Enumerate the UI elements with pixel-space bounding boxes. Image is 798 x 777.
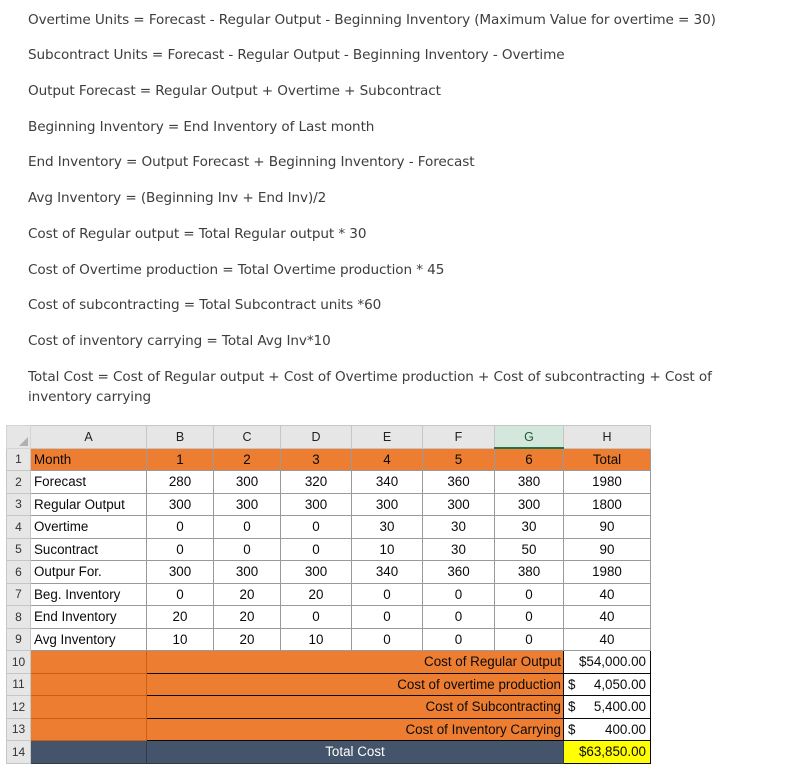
currency-symbol: $ xyxy=(568,676,576,692)
table-row xyxy=(7,606,651,629)
value-cell[interactable]: 380 xyxy=(495,471,564,494)
value-cell[interactable]: 320 xyxy=(281,471,352,494)
value-cell[interactable]: 300 xyxy=(281,561,352,584)
value-cell[interactable]: 3 xyxy=(281,448,352,471)
value-cell[interactable]: 20 xyxy=(214,628,281,651)
row-label-cell[interactable]: Outpur For. xyxy=(31,561,147,584)
table-row xyxy=(7,516,651,539)
value-cell[interactable]: 0 xyxy=(423,606,495,629)
value-cell[interactable]: 340 xyxy=(352,561,423,584)
row-label-cell[interactable]: Forecast xyxy=(31,471,147,494)
value-cell[interactable]: 6 xyxy=(495,448,564,471)
total-cell[interactable]: 1800 xyxy=(564,493,651,516)
cell[interactable] xyxy=(31,651,147,674)
value-cell[interactable]: 0 xyxy=(147,516,214,539)
value-cell[interactable]: 300 xyxy=(214,493,281,516)
row-number[interactable]: 9 xyxy=(7,628,31,651)
cell[interactable] xyxy=(31,673,147,696)
row-number[interactable]: 2 xyxy=(7,471,31,494)
row-label-cell[interactable]: Overtime xyxy=(31,516,147,539)
value-cell[interactable]: 20 xyxy=(214,583,281,606)
row-number[interactable]: 11 xyxy=(7,673,31,696)
table-row xyxy=(7,628,651,651)
row-label-cell[interactable]: Sucontract xyxy=(31,538,147,561)
cost-value-cell[interactable] xyxy=(564,673,651,696)
total-cost-value[interactable]: $63,850.00 xyxy=(564,741,651,764)
row-number[interactable]: 13 xyxy=(7,718,31,741)
cell[interactable] xyxy=(31,696,147,719)
row-number[interactable]: 8 xyxy=(7,606,31,629)
cost-amount: $54,000.00 xyxy=(578,654,646,670)
row-number[interactable]: 7 xyxy=(7,583,31,606)
value-cell[interactable]: 0 xyxy=(147,538,214,561)
value-cell[interactable]: 0 xyxy=(352,628,423,651)
value-cell[interactable]: 300 xyxy=(495,493,564,516)
value-cell[interactable]: 0 xyxy=(352,583,423,606)
formula-line: Cost of inventory carrying = Total Avg Inv*10 xyxy=(28,333,331,349)
value-cell[interactable]: 300 xyxy=(214,471,281,494)
table-row xyxy=(7,471,651,494)
formula-line: Subcontract Units = Forecast - Regular Output - Beginning Inventory - Overtime xyxy=(28,47,565,63)
row-number[interactable]: 5 xyxy=(7,538,31,561)
value-cell[interactable]: 0 xyxy=(423,583,495,606)
total-cell[interactable]: 40 xyxy=(564,606,651,629)
total-cost-label[interactable]: Total Cost xyxy=(147,741,564,764)
table-row xyxy=(7,448,651,471)
value-cell[interactable]: 10 xyxy=(147,628,214,651)
column-header-selected[interactable]: G xyxy=(495,426,564,449)
value-cell[interactable]: 300 xyxy=(214,561,281,584)
total-cost-row xyxy=(7,741,651,764)
cell[interactable] xyxy=(31,718,147,741)
column-header[interactable]: A xyxy=(31,426,147,449)
row-label-cell[interactable]: Regular Output xyxy=(31,493,147,516)
formula-line: Avg Inventory = (Beginning Inv + End Inv)/2 xyxy=(28,190,327,206)
cost-row xyxy=(7,696,651,719)
column-header[interactable]: B xyxy=(147,426,214,449)
cost-label[interactable]: Cost of Subcontracting xyxy=(147,696,564,719)
value-cell[interactable]: 0 xyxy=(281,516,352,539)
value-cell[interactable]: 10 xyxy=(281,628,352,651)
formula-line: Cost of subcontracting = Total Subcontract units *60 xyxy=(28,297,382,313)
value-cell[interactable]: 360 xyxy=(423,561,495,584)
table-row xyxy=(7,561,651,584)
value-cell[interactable]: 20 xyxy=(147,606,214,629)
cost-row xyxy=(7,673,651,696)
spreadsheet xyxy=(6,425,651,764)
cost-value-cell[interactable] xyxy=(564,718,651,741)
row-number[interactable]: 12 xyxy=(7,696,31,719)
total-cell[interactable]: 1980 xyxy=(564,471,651,494)
cost-row xyxy=(7,718,651,741)
value-cell[interactable]: 30 xyxy=(495,516,564,539)
column-header[interactable]: D xyxy=(281,426,352,449)
row-number[interactable]: 10 xyxy=(7,651,31,674)
total-cell[interactable]: 40 xyxy=(564,583,651,606)
formula-line: Beginning Inventory = End Inventory of Last month xyxy=(28,119,375,135)
value-cell[interactable]: 2 xyxy=(214,448,281,471)
value-cell[interactable]: 20 xyxy=(214,606,281,629)
cost-value-cell[interactable] xyxy=(564,696,651,719)
value-cell[interactable]: 0 xyxy=(423,628,495,651)
cost-label[interactable]: Cost of Inventory Carrying xyxy=(147,718,564,741)
cost-amount: 4,050.00 xyxy=(593,676,646,692)
cost-value-cell[interactable] xyxy=(564,651,651,674)
cost-label[interactable]: Cost of Regular Output xyxy=(147,651,564,674)
column-header[interactable]: C xyxy=(214,426,281,449)
row-label-cell[interactable]: End Inventory xyxy=(31,606,147,629)
value-cell[interactable]: 0 xyxy=(214,516,281,539)
value-cell[interactable]: 50 xyxy=(495,538,564,561)
table-row xyxy=(7,583,651,606)
value-cell[interactable]: 10 xyxy=(352,538,423,561)
value-cell[interactable]: 30 xyxy=(423,516,495,539)
total-cell[interactable]: 1980 xyxy=(564,561,651,584)
row-label-cell[interactable]: Avg Inventory xyxy=(31,628,147,651)
row-number[interactable]: 6 xyxy=(7,561,31,584)
total-cell[interactable]: 40 xyxy=(564,628,651,651)
formula-line: Cost of Regular output = Total Regular output * 30 xyxy=(28,226,367,242)
value-cell[interactable]: 1 xyxy=(147,448,214,471)
value-cell[interactable]: 380 xyxy=(495,561,564,584)
value-cell[interactable]: 360 xyxy=(423,471,495,494)
value-cell[interactable]: 0 xyxy=(281,606,352,629)
value-cell[interactable]: 20 xyxy=(281,583,352,606)
cost-amount: 5,400.00 xyxy=(593,699,646,715)
row-label-cell[interactable]: Month xyxy=(31,448,147,471)
select-all-corner[interactable] xyxy=(7,426,31,449)
row-number[interactable]: 3 xyxy=(7,493,31,516)
row-number[interactable]: 4 xyxy=(7,516,31,539)
value-cell[interactable]: 300 xyxy=(147,561,214,584)
formula-line: Total Cost = Cost of Regular output + Cost of Overtime production + Cost of subcontracting + Cost of inventory carrying xyxy=(28,369,712,405)
value-cell[interactable]: 300 xyxy=(423,493,495,516)
formula-line: Output Forecast = Regular Output + Overtime + Subcontract xyxy=(28,83,441,99)
value-cell[interactable]: 280 xyxy=(147,471,214,494)
value-cell[interactable]: 0 xyxy=(147,583,214,606)
value-cell[interactable]: 5 xyxy=(423,448,495,471)
table-row xyxy=(7,493,651,516)
row-number[interactable]: 1 xyxy=(7,448,31,471)
total-cell[interactable]: 90 xyxy=(564,538,651,561)
column-header-row xyxy=(7,426,651,449)
total-cell[interactable]: Total xyxy=(564,448,651,471)
value-cell[interactable]: 0 xyxy=(495,628,564,651)
currency-symbol: $ xyxy=(568,699,576,715)
cost-label[interactable]: Cost of overtime production xyxy=(147,673,564,696)
value-cell[interactable]: 4 xyxy=(352,448,423,471)
column-header[interactable]: F xyxy=(423,426,495,449)
value-cell[interactable]: 0 xyxy=(352,606,423,629)
cost-row xyxy=(7,651,651,674)
value-cell[interactable]: 300 xyxy=(147,493,214,516)
value-cell[interactable]: 300 xyxy=(281,493,352,516)
table-row xyxy=(7,538,651,561)
formula-line: Overtime Units = Forecast - Regular Output - Beginning Inventory (Maximum Value for overtime = 30) xyxy=(28,12,716,28)
column-header[interactable]: H xyxy=(564,426,651,449)
column-header[interactable]: E xyxy=(352,426,423,449)
value-cell[interactable]: 30 xyxy=(352,516,423,539)
value-cell[interactable]: 340 xyxy=(352,471,423,494)
row-label-cell[interactable]: Beg. Inventory xyxy=(31,583,147,606)
value-cell[interactable]: 0 xyxy=(495,583,564,606)
currency-symbol: $ xyxy=(568,721,576,737)
cell[interactable] xyxy=(31,741,147,764)
value-cell[interactable]: 0 xyxy=(495,606,564,629)
formula-line: Cost of Overtime production = Total Overtime production * 45 xyxy=(28,262,445,278)
formula-line: End Inventory = Output Forecast + Beginning Inventory - Forecast xyxy=(28,154,475,170)
total-cell[interactable]: 90 xyxy=(564,516,651,539)
row-number[interactable]: 14 xyxy=(7,741,31,764)
value-cell[interactable]: 30 xyxy=(423,538,495,561)
value-cell[interactable]: 0 xyxy=(214,538,281,561)
value-cell[interactable]: 0 xyxy=(281,538,352,561)
value-cell[interactable]: 300 xyxy=(352,493,423,516)
cost-amount: 400.00 xyxy=(605,721,646,737)
